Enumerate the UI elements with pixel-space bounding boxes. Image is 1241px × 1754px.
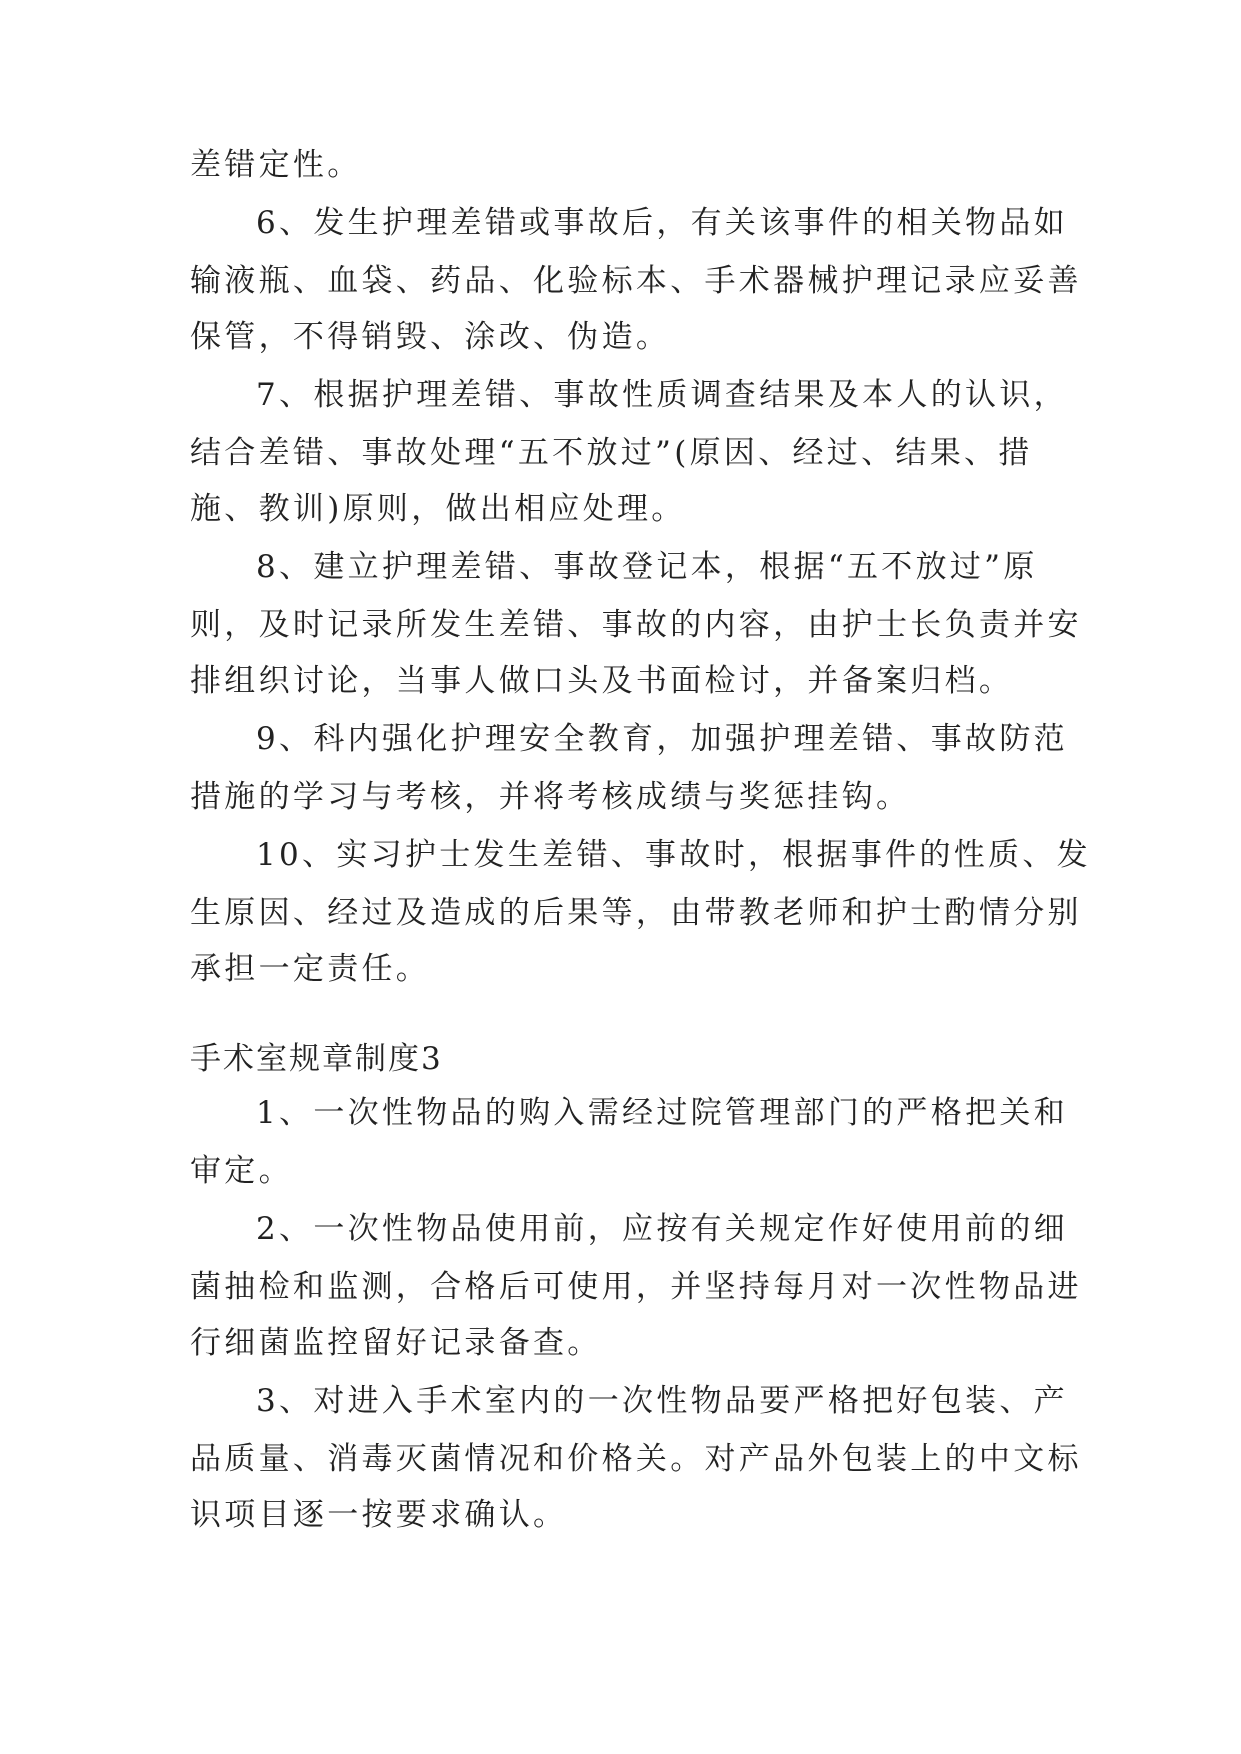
text-line: 施、教训)原则，做出相应处理。: [190, 491, 686, 527]
text-line: 承担一定责任。: [190, 951, 431, 987]
text-line: 输液瓶、血袋、药品、化验标本、手术器械护理记录应妥善: [190, 263, 1082, 299]
text-line: 7、根据护理差错、事故性质调查结果及本人的认识，: [256, 377, 1068, 413]
text-line: 行细菌监控留好记录备查。: [190, 1325, 602, 1361]
text-line: 识项目逐一按要求确认。: [190, 1497, 568, 1533]
text-line: 菌抽检和监测，合格后可使用，并坚持每月对一次性物品进: [190, 1269, 1082, 1305]
text-line: 8、建立护理差错、事故登记本，根据“五不放过”原: [256, 549, 1038, 585]
text-line: 审定。: [190, 1153, 293, 1189]
text-line: 结合差错、事故处理“五不放过”(原因、经过、结果、措: [190, 435, 1033, 471]
text-line: 2、一次性物品使用前，应按有关规定作好使用前的细: [256, 1211, 1068, 1247]
text-line: 6、发生护理差错或事故后，有关该事件的相关物品如: [256, 205, 1068, 241]
document-page: [190, 0, 1091, 1754]
section-heading: 手术室规章制度3: [190, 1041, 443, 1077]
text-line: 3、对进入手术室内的一次性物品要严格把好包装、产: [256, 1383, 1068, 1419]
text-line: 措施的学习与考核，并将考核成绩与奖惩挂钩。: [190, 779, 911, 815]
text-line: 品质量、消毒灭菌情况和价格关。对产品外包装上的中文标: [190, 1441, 1082, 1477]
text-line: 保管，不得销毁、涂改、伪造。: [190, 319, 671, 355]
text-line: 生原因、经过及造成的后果等，由带教老师和护士酌情分别: [190, 895, 1082, 931]
text-line: 9、科内强化护理安全教育，加强护理差错、事故防范: [256, 721, 1068, 757]
text-line: 差错定性。: [190, 147, 362, 183]
text-line: 排组织讨论，当事人做口头及书面检讨，并备案归档。: [190, 663, 1014, 699]
text-line: 10、实习护士发生差错、事故时，根据事件的性质、发: [256, 837, 1091, 873]
text-line: 1、一次性物品的购入需经过院管理部门的严格把关和: [256, 1095, 1068, 1131]
text-line: 则，及时记录所发生差错、事故的内容，由护士长负责并安: [190, 607, 1082, 643]
